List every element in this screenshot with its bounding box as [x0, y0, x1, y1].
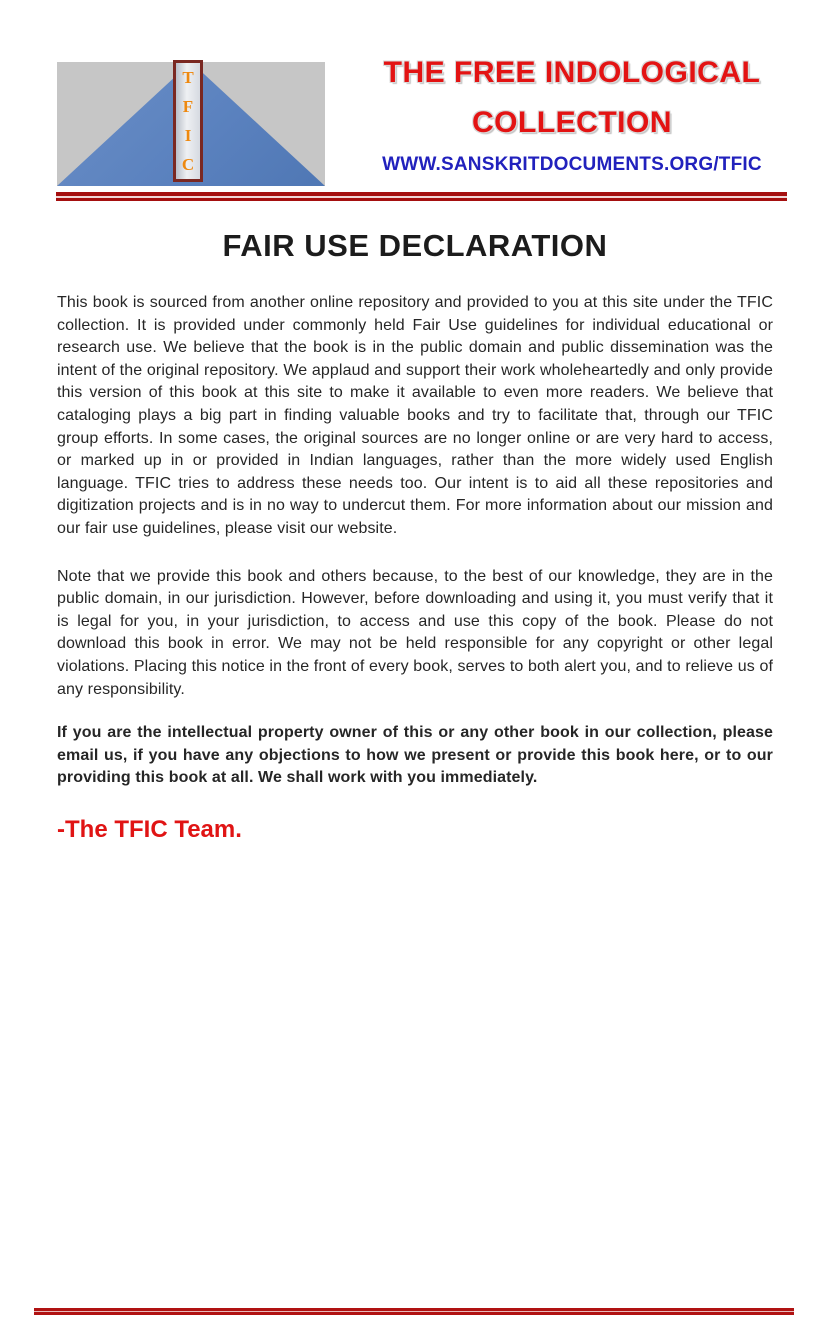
collection-title-line1: THE FREE INDOLOGICAL	[383, 56, 761, 89]
logo-letter-t: T	[182, 68, 194, 87]
declaration-paragraph-1: This book is sourced from another online repository and provided to you at this site under the TFIC collection. It is provided under commonly held Fair Use guidelines for individual educational or research use. We believe that the book is in the public domain and public dissemination was the intent of the original repository. We applaud and support their work wholeheartedly and only provide this version of this book at this site to make it available to even more readers. We believe that cataloging plays a big part in finding valuable books and try to facilitate that, through our TFIC group efforts. In some cases, the original sources are no longer online or are very hard to access, or marked up in or provided in Indian languages, rather than the more widely used English language. TFIC tries to address these needs too. Our intent is to aid all these repositories and digitization projects and is in no way to undercut them. For more information about our mission and our fair use guidelines, please visit our website.	[57, 294, 773, 537]
logo-letter-c: C	[181, 155, 195, 174]
collection-url: WWW.SANSKRITDOCUMENTS.ORG/TFIC	[382, 154, 762, 175]
logo-letter-f: F	[182, 97, 194, 116]
tfic-logo	[57, 62, 325, 186]
header-divider-rule	[56, 192, 787, 201]
declaration-paragraph-2: Note that we provide this book and others because, to the best of our knowledge, they are in the public domain, in our jurisdiction. However, before downloading and using it, you must verify that it is legal for you, in your jurisdiction, to access and use this copy of the book. Please do not download this book in error. We may not be held responsible for any copyright or other legal violations. Placing this notice in the front of every book, serves to both alert you, and to relieve us of any responsibility.	[57, 567, 773, 698]
declaration-paragraph-3-bold: If you are the intellectual property owner of this or any other book in our collection, please email us, if you have any objections to how we present or provide this book here, or to our providing this book at all. We shall work with you immediately.	[57, 724, 773, 787]
footer-divider-rule	[34, 1308, 794, 1315]
logo-letter-i: I	[184, 126, 192, 145]
collection-title-line2: COLLECTION	[472, 106, 672, 139]
tfic-team-signature: -The TFIC Team.	[57, 815, 242, 843]
tfic-pillar-icon	[173, 60, 203, 182]
page-title: FAIR USE DECLARATION	[222, 228, 608, 263]
declaration-content	[57, 228, 773, 844]
collection-title-block	[352, 56, 792, 176]
